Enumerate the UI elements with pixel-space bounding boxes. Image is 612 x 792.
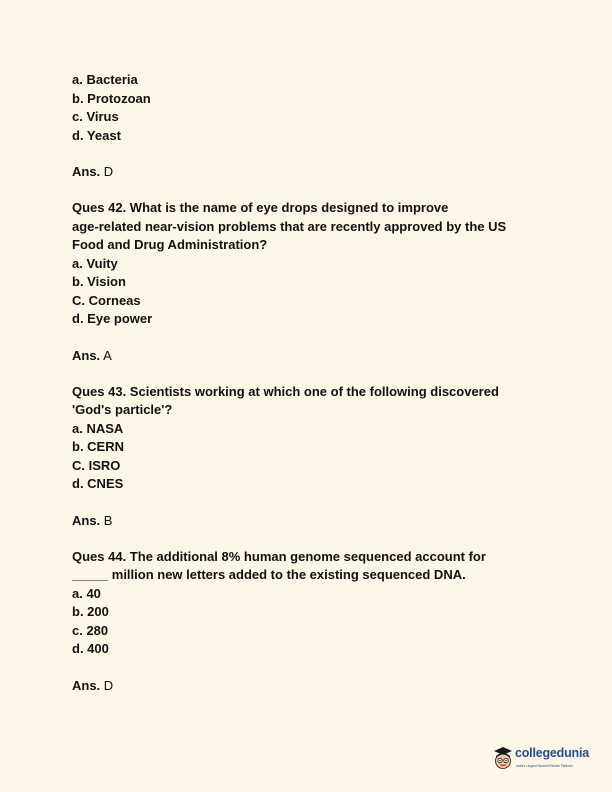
option: a. 40	[72, 585, 101, 601]
question-42	[72, 199, 552, 329]
document-page	[72, 71, 552, 713]
student-mascot-icon	[491, 744, 515, 774]
question-text: 'God's particle'?	[72, 402, 173, 417]
option: a. Vuity	[72, 255, 118, 271]
option: a. NASA	[72, 420, 124, 436]
logo-wordmark: collegedunia	[515, 746, 590, 760]
option: b. Protozoan	[72, 90, 151, 106]
option: c. 280	[72, 622, 109, 638]
answer: Ans. B	[72, 512, 113, 528]
question-text: Ques 43. Scientists working at which one of the following discovered	[72, 383, 499, 399]
option: C. ISRO	[72, 457, 121, 473]
question-text: Food and Drug Administration?	[72, 237, 268, 252]
question-text: age-related near-vision problems that are recently approved by the US	[72, 218, 507, 234]
option: d. 400	[72, 641, 109, 656]
option: d. Yeast	[72, 127, 121, 143]
question-43	[72, 383, 552, 494]
collegedunia-logo	[491, 744, 601, 778]
answer: Ans. A	[72, 347, 112, 363]
option: a. Bacteria	[72, 72, 138, 87]
option: c. Virus	[72, 109, 119, 124]
option: b. 200	[72, 604, 109, 619]
question-text: Ques 42. What is the name of eye drops designed to improve	[72, 200, 449, 215]
question-text: Ques 44. The additional 8% human genome sequenced account for	[72, 548, 486, 564]
option: d. CNES	[72, 476, 124, 491]
answer: Ans. D	[72, 164, 114, 179]
option: C. Corneas	[72, 292, 141, 308]
option: b. Vision	[72, 274, 126, 289]
question-44	[72, 548, 552, 659]
question-text: _____ million new letters added to the existing sequenced DNA.	[72, 567, 466, 582]
option: d. Eye power	[72, 311, 153, 326]
logo-tagline: India's Largest Student Review Platform	[516, 764, 573, 768]
option: b. CERN	[72, 439, 124, 454]
answer: Ans. D	[72, 677, 114, 693]
prev-options	[72, 71, 552, 145]
